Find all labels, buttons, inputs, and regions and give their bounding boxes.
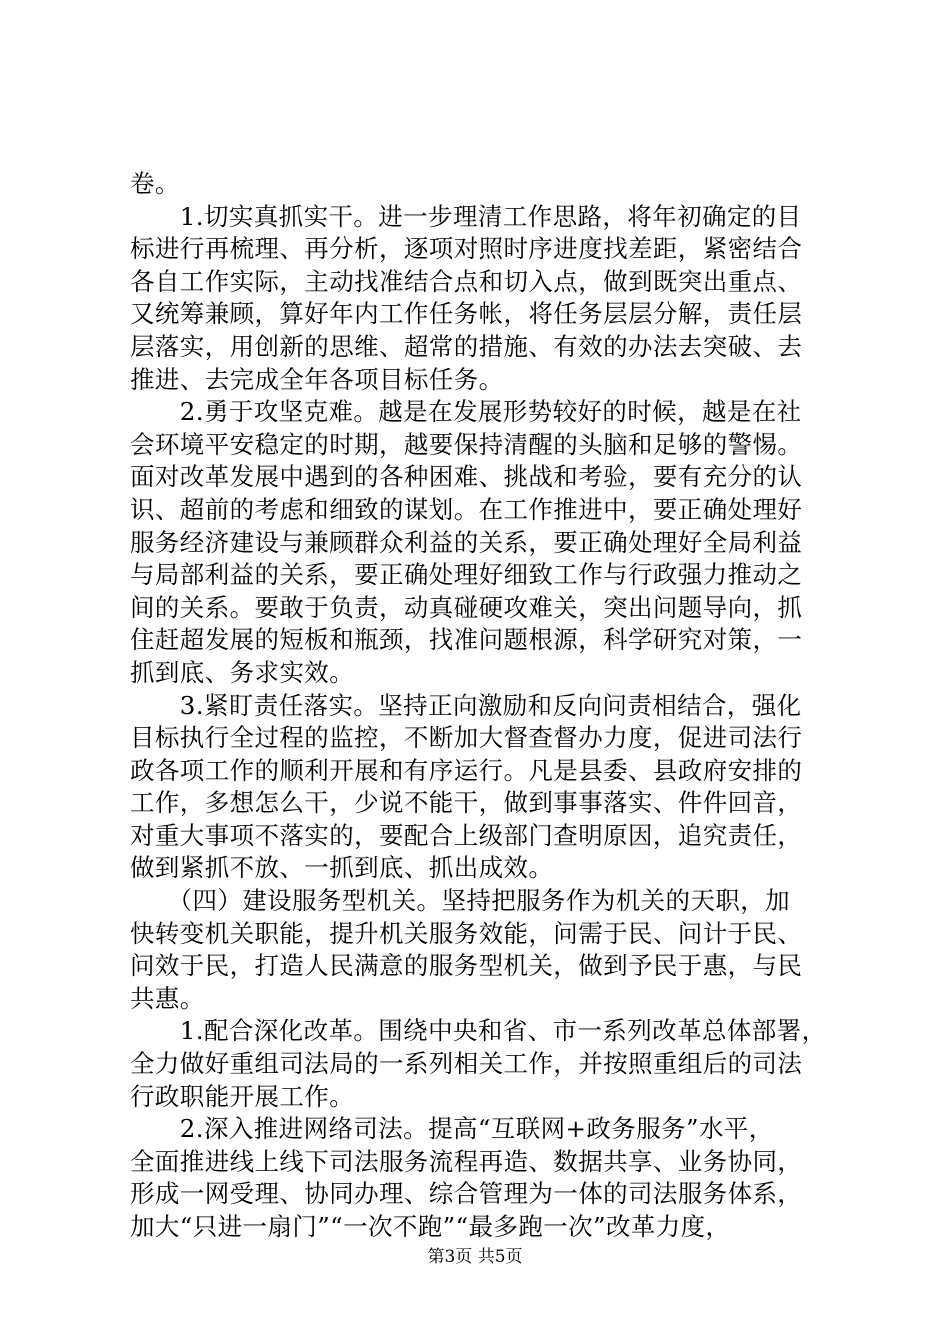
text-line: 快转变机关职能，提升机关服务效能，问需于民、问计于民、: [130, 918, 803, 948]
text-line: 共惠。: [130, 983, 205, 1013]
text-line: 目标执行全过程的监控，不断加大督查督办力度，促进司法行: [130, 723, 803, 753]
text-line: 1.切实真抓实干。进一步理清工作思路，将年初确定的目: [130, 201, 802, 231]
text-line: 各自工作实际，主动找准结合点和切入点，做到既突出重点、: [130, 266, 803, 296]
text-line: 全面推进线上线下司法服务流程再造、数据共享、业务协同，: [130, 1146, 803, 1176]
text-line: 2.深入推进网络司法。提高“互联网+政务服务”水平，: [130, 1114, 774, 1144]
text-line: 抓到底、务求实效。: [130, 657, 355, 687]
text-line: 与局部利益的关系，要正确处理好细致工作与行政强力推动之: [130, 560, 803, 590]
text-line: 政各项工作的顺利开展和有序运行。凡是县委、县政府安排的: [130, 755, 803, 785]
text-line: 服务经济建设与兼顾群众利益的关系，要正确处理好全局利益: [130, 527, 803, 557]
text-line: 3.紧盯责任落实。坚持正向激励和反向问责相结合，强化: [130, 690, 802, 720]
text-line: 层落实，用创新的思维、超常的措施、有效的办法去突破、去: [130, 331, 803, 361]
document-body: [130, 168, 850, 1244]
text-line: 形成一网受理、协同办理、综合管理为一体的司法服务体系，: [130, 1179, 803, 1209]
text-line: 工作，多想怎么干，少说不能干，做到事事落实、件件回音，: [130, 788, 803, 818]
page-number-footer: 第3页 共5页: [427, 1247, 523, 1267]
text-line: 推进、去完成全年各项目标任务。: [130, 364, 504, 394]
text-line: 间的关系。要敢于负责，动真碰硬攻难关，突出问题导向，抓: [130, 592, 803, 622]
text-line: 问效于民，打造人民满意的服务型机关，做到予民于惠，与民: [130, 951, 803, 981]
text-line: 住赶超发展的短板和瓶颈，找准问题根源，科学研究对策，一: [130, 625, 803, 655]
text-line: 识、超前的考虑和细致的谋划。在工作推进中，要正确处理好: [130, 494, 803, 524]
text-line: 行政职能开展工作。: [130, 1081, 355, 1111]
text-line: 标进行再梳理、再分析，逐项对照时序进度找差距，紧密结合: [130, 234, 803, 264]
text-line: 做到紧抓不放、一抓到底、抓出成效。: [130, 853, 554, 883]
text-line: 加大“只进一扇门”“一次不跑”“最多跑一次”改革力度，: [130, 1212, 731, 1241]
text-line: 全力做好重组司法局的一系列相关工作，并按照重组后的司法: [130, 1049, 803, 1079]
text-line: 会环境平安稳定的时期，越要保持清醒的头脑和足够的警惕。: [130, 429, 803, 459]
text-line: 又统筹兼顾，算好年内工作任务帐，将任务层层分解，责任层: [130, 299, 803, 329]
text-line: 1.配合深化改革。围绕中央和省、市一系列改革总体部署，: [130, 1016, 827, 1046]
text-line: 2.勇于攻坚克难。越是在发展形势较好的时候，越是在社: [130, 397, 802, 427]
text-line: 对重大事项不落实的，要配合上级部门查明原因，追究责任，: [130, 820, 803, 850]
text-line: （四）建设服务型机关。坚持把服务作为机关的天职，加: [130, 886, 791, 916]
text-line: 面对改革发展中遇到的各种困难、挑战和考验，要有充分的认: [130, 462, 803, 492]
text-line: 卷。: [130, 169, 180, 198]
